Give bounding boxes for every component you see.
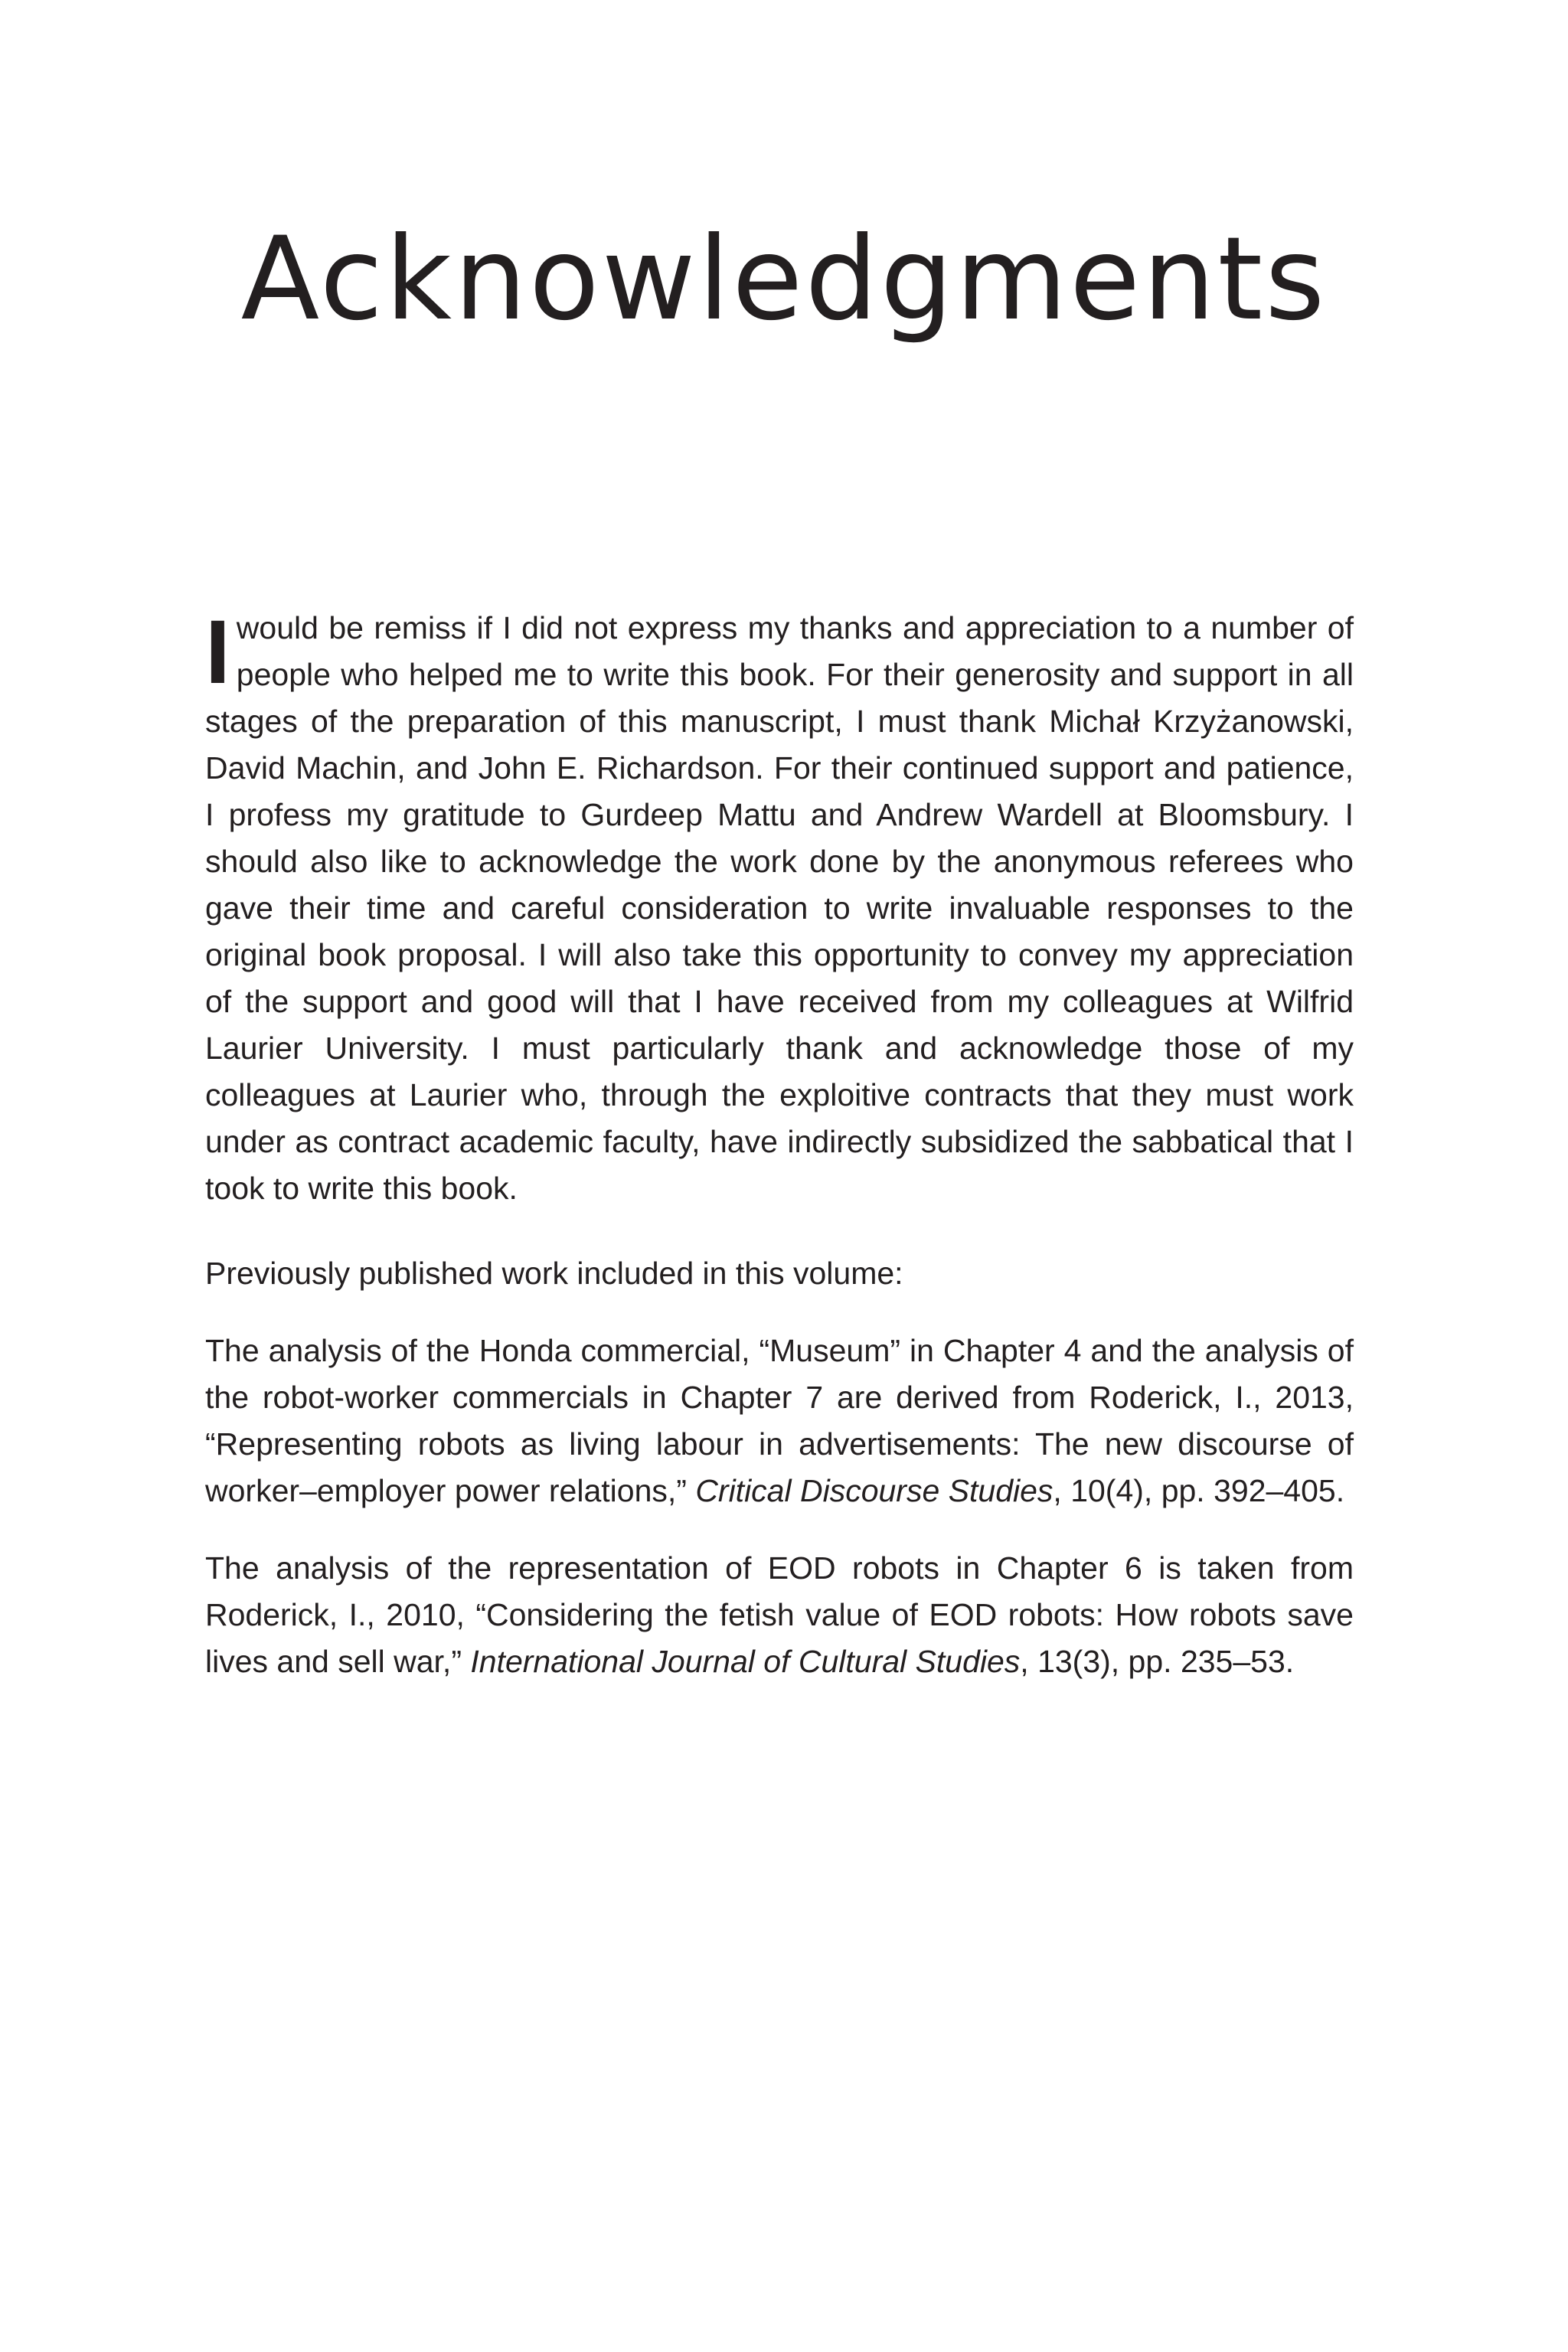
intro-paragraph bbox=[205, 602, 1354, 1212]
credit-2-citation: , 13(3), pp. 235–53. bbox=[1020, 1644, 1295, 1679]
credit-1-citation: , 10(4), pp. 392–405. bbox=[1053, 1473, 1345, 1508]
acknowledgments-body bbox=[205, 602, 1354, 1716]
credit-1-text: The analysis of the Honda commercial, “Museum” in Chapter 4 and the analysis of the robot-worker commercials in Chapter 7 are derived from Roderick, I., 2013, “Representing robots as living labour in advertisements: The new discourse of worker–employer power relations,” bbox=[205, 1333, 1354, 1508]
credit-paragraph-1 bbox=[205, 1328, 1354, 1514]
credit-paragraph-2 bbox=[205, 1545, 1354, 1685]
credit-1-journal: Critical Discourse Studies bbox=[695, 1473, 1054, 1508]
previously-published-heading: Previously published work included in this volume: bbox=[205, 1256, 903, 1291]
intro-text: would be remiss if I did not express my thanks and appreciation to a number of people who helped me to write this book. For their generosity and support in all stages of the preparation of this manuscript, I must thank Michał Krzyżanowski, David Machin, and John E. Richardson. For their continued support and patience, I profess my gratitude to Gurdeep Mattu and Andrew Wardell at Bloomsbury. I should also like to acknowledge the work done by the anonymous referees who gave their time and careful consideration to write invaluable responses to the original book proposal. I will also take this opportunity to convey my appreciation of the support and good will that I have received from my colleagues at Wilfrid Laurier University. I must particularly thank and acknowledge those of my colleagues at Laurier who, through the exploitive contracts that they must work under as contract academic faculty, have indirectly subsidized the sabbatical that I took to write this book. bbox=[205, 610, 1354, 1206]
credit-2-text: The analysis of the representation of EOD robots in Chapter 6 is taken from Roderick, I., 2010, “Considering the fetish value of EOD robots: How robots save lives and sell war,” bbox=[205, 1550, 1354, 1679]
credit-2-journal: International Journal of Cultural Studies bbox=[470, 1644, 1021, 1679]
page-title: Acknowledgments bbox=[240, 213, 1328, 346]
drop-cap: I bbox=[205, 602, 230, 703]
